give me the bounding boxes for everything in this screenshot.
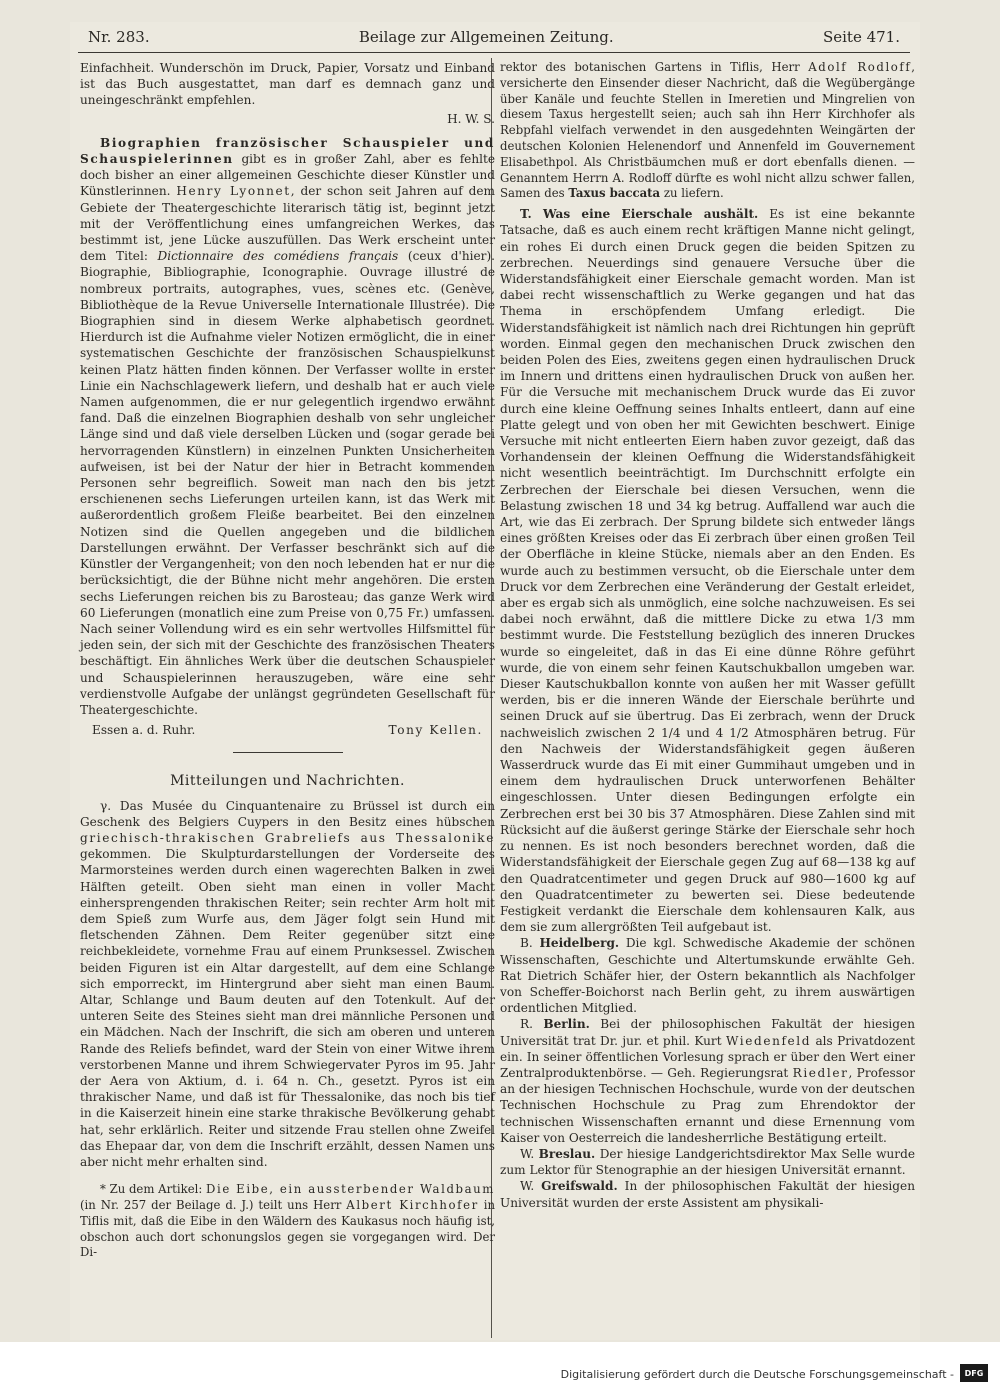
digitization-footer — [0, 1342, 1000, 1395]
page-header — [88, 26, 900, 48]
issue-number: Nr. 283. — [88, 28, 150, 46]
breslau-city: Breslau. — [538, 1146, 596, 1161]
supplement-title: Beilage zur Allgemeinen Zeitung. — [358, 28, 614, 46]
eierschale-heading: T. Was eine Eierschale aushält. — [520, 207, 759, 222]
greifswald-city: Greifswald. — [541, 1179, 618, 1194]
section-heading: Mitteilungen und Nachrichten. — [170, 773, 405, 790]
left-column — [80, 60, 495, 1261]
review-signature: H. W. S. — [447, 111, 495, 126]
heidelberg-notice: B. Heidelberg. Die kgl. Schwedische Akademie der schönen Wissenschaften, Geschichte und Altertumskunde erwählte Geh. Rat Dietrich Schäfer hier, der Ostern bekanntlich als Nachfolger von Scheffer-Boichorst nach Berlin geht, zu ihrem auswärtigen ordentlichen Mitglied. — [500, 936, 916, 1016]
heidelberg-city: Heidelberg. — [539, 936, 620, 951]
biographien-heading: Biographien französischer Schauspieler und Schauspielerinnen — [80, 135, 495, 167]
page-number: Seite 471. — [822, 28, 900, 46]
right-column — [500, 60, 915, 1211]
name-rodloff: Adolf Rodloff — [808, 60, 912, 74]
berlin-city: Berlin. — [543, 1017, 590, 1032]
breslau-notice: W. Breslau. Der hiesige Landgerichtsdirektor Max Selle wurde zum Lektor für Stenographie an der hiesigen Universität ernannt. — [500, 1146, 915, 1178]
greifswald-notice: W. Greifswald. In der philosophischen Fakultät der hiesigen Universität wurden der erste Assistent am physikali- — [500, 1179, 915, 1210]
review-ending: Einfachheit. Wunderschön im Druck, Papier, Vorsatz und Einband ist das Buch ausgestattet, man darf es demnach ganz und uneingeschränkt empfehlen. — [80, 61, 495, 108]
place-name: Essen a. d. Ruhr. — [92, 723, 196, 738]
berlin-notice: R. Berlin. Bei der philosophischen Fakultät der hiesigen Universität trat Dr. jur. et phil. Kurt Wiedenfeld als Privatdozent ein. In seiner öffentlichen Vorlesung sprach er über den Wert einer Zentralproduktenbörse. — Geh. Regierungsrat Riedler, Professor an der hiesigen Technischen Hochschule, wurde von der deutschen Technischen Hochschule zu Prag zum Ehrendoktor der technischen Wissenschaften ernannt und diese Ernennung vom Kaiser von Oesterreich die landesherrliche Bestätigung erteilt. — [500, 1017, 915, 1145]
footer-credit: Digitalisierung gefördert durch die Deutsche Forschungsgemeinschaft - — [560, 1368, 954, 1381]
name-riedler: Riedler — [792, 1065, 849, 1080]
dictionnaire-title: Dictionnaire des comédiens français — [157, 249, 399, 264]
grabrelief-title: griechisch-thrakischen Grabreliefs aus Thessalonike — [80, 830, 495, 845]
section-rule — [233, 752, 343, 753]
museum-article: γ. Das Musée du Cinquantenaire zu Brüssel ist durch ein Geschenk des Belgiers Cuypers in den Besitz eines hübschen griechisch-thrakischen Grabreliefs aus Thessalonike gekommen. Die Skulpturdarstellungen der Vorderseite des Marmorsteines werden durch einen wagerechten Balken in zwei Hälften geteilt. Oben sieht man einen in voller Macht einhersprengenden thrakischen Reiter; sein rechter Arm holt mit dem Spieß zum Wurfe aus, dem Jäger folgt sein Hund mit fletschenden Zähnen. Dem Reiter gegenüber sitzt eine reichbekleidete, vornehme Frau auf einem Prunksessel. Zwischen beiden Figuren ist ein Altar dargestellt, auf dem eine Schlange sich emporreckt, im Hintergrund aber sieht man einen Baum. Altar, Schlange und Baum deuten auf den Totenkult. Auf der unteren Seite des Steines sieht man drei männliche Personen und ein Mädchen. Nach der Inschrift, die sich am oberen und unteren Rande des Reliefs befindet, ward der Stein von einer Witwe ihrem verstorbenen Manne und ihrem Schwiegervater Pyros im 95. Jahr der Aera von Aktium, d. i. 64 n. Ch., gesetzt. Pyros ist ein thrakischer Name, und daß ist für Thessalonike, das noch bis tief in die Kaiserzeit hinein eine starke thrakische Bevölkerung gehabt hat, sehr erklärlich. Reiter und sitzende Frau stellen ohne Zweifel das Ehepaar dar, von dem die Inschrift erzählt, dessen Namen uns aber nicht mehr erhalten sind. — [80, 798, 495, 1169]
name-wiedenfeld: Wiedenfeld — [725, 1033, 812, 1048]
eierschale-article: T. Was eine Eierschale aushält. Es ist eine bekannte Tatsache, daß es auch einem recht kräftigen Manne nicht gelingt, ein rohes Ei durch einen Druck gegen die beiden Spitzen zu zerbrechen. Neuerdings sind genauere Versuche über die Widerstandsfähigkeit einer Eierschale gemacht worden. Man ist dabei recht wissenschaftlich zu Werke gegangen und hat das Thema in erschöpfendem Umfang erledigt. Die Widerstandsfähigkeit ist nämlich nach drei Richtungen hin geprüft worden. Einmal gegen den mechanischen Druck zwischen den beiden Polen des Eies, zweitens gegen einen hydraulischen Druck im Innern und drittens einen hydraulischen Druck von außen her. Für die Versuche mit mechanischem Druck wurde das Ei zuvor durch eine kleine Oeffnung seines Inhalts entleert, dann auf eine Platte gelegt und von oben her mit Gewichten beschwert. Einige Versuche mit nicht entleerten Eiern haben zuvor gezeigt, daß das Vorhandensein der kleinen Oeffnung die Widerstandsfähigkeit nicht wesentlich beeinträchtigt. Im Durchschnitt erfolgte ein Zerbrechen der Eierschale bei diesen Versuchen, wenn die Belastung zwischen 18 und 34 kg betrug. Auffallend war auch die Art, wie das Ei zerbrach. Der Sprung bildete sich entweder längs eines größten Kreises oder das Ei zerbrach über einen großen Teil der Oberfläche in kleine Stücke, niemals aber an den Enden. Es wurde auch zu bestimmen versucht, ob die Eierschale unter dem Druck vor dem Zerbrechen eine Veränderung der Gestalt erleidet, aber es ergab sich als unmöglich, eine solche nachzuweisen. Es sei dabei noch erwähnt, daß die mittlere Dicke zu etwa 1/3 mm bestimmt wurde. Die Feststellung bezüglich des inneren Druckes wurde so eingeleitet, daß in das Ei eine dünne Röhre geführt wurde, die von einem sehr feinen Kautschukballon umgeben war. Dieser Kautschukballon konnte von außen her mit Wasser gefüllt werden, bis er die inneren Wände der Eierschale berührte und seinen Druck auf sie übertrug. Das Ei zerbrach, wenn der Druck nachweislich zwischen 2 1/4 und 4 1/2 Atmosphären betrug. Für den Nachweis der Widerstandsfähigkeit gegen äußeren Wasserdruck wurde das Ei mit einer Gummihaut umgeben und in einem dem hydraulischen Druck unterworfenen Behälter eingeschlossen. Unter diesen Bedingungen erfolgte ein Zerbrechen erst bei 30 bis 37 Atmosphären. Diese Zahlen sind mit Rücksicht auf die äußerst geringe Stärke der Eierschale sehr hoch zu nennen. Es ist noch besonders berechnet worden, daß die Widerstandsfähigkeit der Eierschale gegen Zug auf 68—138 kg auf den Quadratcentimeter und gegen Druck auf 980—1600 kg auf den Quadratcentimeter zu bewerten sei. Diese bedeutende Festigkeit verdankt die Eierschale dem kohlensauren Kalk, aus dem sie zum allergrößten Teil aufgebaut ist. — [500, 207, 915, 935]
eibe-article-title: Die Eibe, ein aussterbender Waldbaum — [206, 1182, 495, 1197]
dfg-logo-icon: DFG — [960, 1364, 988, 1382]
eibe-footnote: * Zu dem Artikel: Die Eibe, ein aussterbender Waldbaum (in Nr. 257 der Beilage d. J.) teilt uns Herr Albert Kirchhofer in Tiflis mit, daß die Eibe in den Wäldern des Kaukasus noch häufig ist, obschon auch dort schonungslos gegen sie vorgegangen wird. Der Di- — [80, 1182, 495, 1260]
author-name: Tony Kellen. — [388, 723, 483, 738]
author-lyonnet: Henry Lyonnet — [176, 184, 291, 199]
header-rule — [78, 52, 910, 53]
biographien-signature — [80, 718, 495, 738]
eibe-continuation: rektor des botanischen Gartens in Tiflis, Herr Adolf Rodloff, versicherte den Einsender dieser Nachricht, daß die Wegübergänge über Kanäle und feuchte Stellen in Imeretien und Mingrelien von diesem Taxus hergestellt seien; auch sah ihn Herr Kirchhofer als Rebpfahl vielfach verwendet in den ausgedehnten Weingärten der deutschen Kolonien Helenendorf und Annenfeld im Gouvernement Elisabethpol. Als Christbäumchen muß er dort ebenfalls dienen. — Genanntem Herrn A. Rodloff dürfte es wohl nicht allzu schwer fallen, Samen des Taxus baccata zu liefern. — [500, 60, 915, 201]
taxus-name: Taxus baccata — [568, 186, 661, 201]
biographien-article: Biographien französischer Schauspieler und Schauspielerinnen gibt es in großer Zahl, aber es fehlte doch bisher an einer allgemeinen Geschichte dieser Künstler und Künstlerinnen. Henry Lyonnet, der schon seit Jahren auf dem Gebiete der Theatergeschichte literarisch tätig ist, beginnt jetzt mit der Veröffentlichung eines umfangreichen Werkes, das bestimmt ist, jene Lücke auszufüllen. Das Werk erscheint unter dem Titel: Dictionnaire des comédiens français (ceux d'hier). Biographie, Bibliographie, Iconographie. Ouvrage illustré de nombreux portraits, autographes, vues, scènes etc. (Genève, Bibliothèque de la Revue Universelle Internationale Illustrée). Die Biographien sind in diesem Werke alphabetisch geordnet. Hierdurch ist die Aufnahme vieler Notizen ermöglicht, die in einer systematischen Geschichte der französischen Schauspielkunst keinen Platz hätten finden können. Der Verfasser wollte in erster Linie ein Nachschlagewerk liefern, und deshalb hat er auch viele Namen aufgenommen, die er nur gelegentlich irgendwo erwähnt fand. Daß die einzelnen Biographien deshalb von sehr ungleicher Länge sind und daß viele derselben Lücken und (sogar gerade bei hervorragenden Künstlern) in einzelnen Punkten Unsicherheiten aufweisen, ist bei der Natur der hier in Betracht kommenden Personen sehr begreiflich. Soweit man nach den bis jetzt erschienenen sechs Lieferungen urteilen kann, ist das Werk mit außerordentlich großem Fleiße bearbeitet. Bei den einzelnen Notizen sind die Quellen angegeben und die bildlichen Darstellungen erwähnt. Der Verfasser beschränkt sich auf die Künstler der Vergangenheit; von den noch lebenden hat er nur die berücksichtigt, die der Bühne nicht mehr angehören. Die ersten sechs Lieferungen reichen bis zu Barosteau; das ganze Werk wird 60 Lieferungen (monatlich eine zum Preise von 0,75 Fr.) umfassen. Nach seiner Vollendung wird es ein sehr wertvolles Hilfsmittel für jeden sein, der sich mit der Geschichte des französischen Theaters beschäftigt. Ein ähnliches Werk über die deutschen Schauspieler und Schauspielerinnen herauszugeben, wäre eine sehr verdienstvolle Aufgabe der unlängst gegründeten Gesellschaft für Theatergeschichte. — [80, 135, 496, 717]
name-kirchhofer: Albert Kirchhofer — [346, 1198, 479, 1212]
